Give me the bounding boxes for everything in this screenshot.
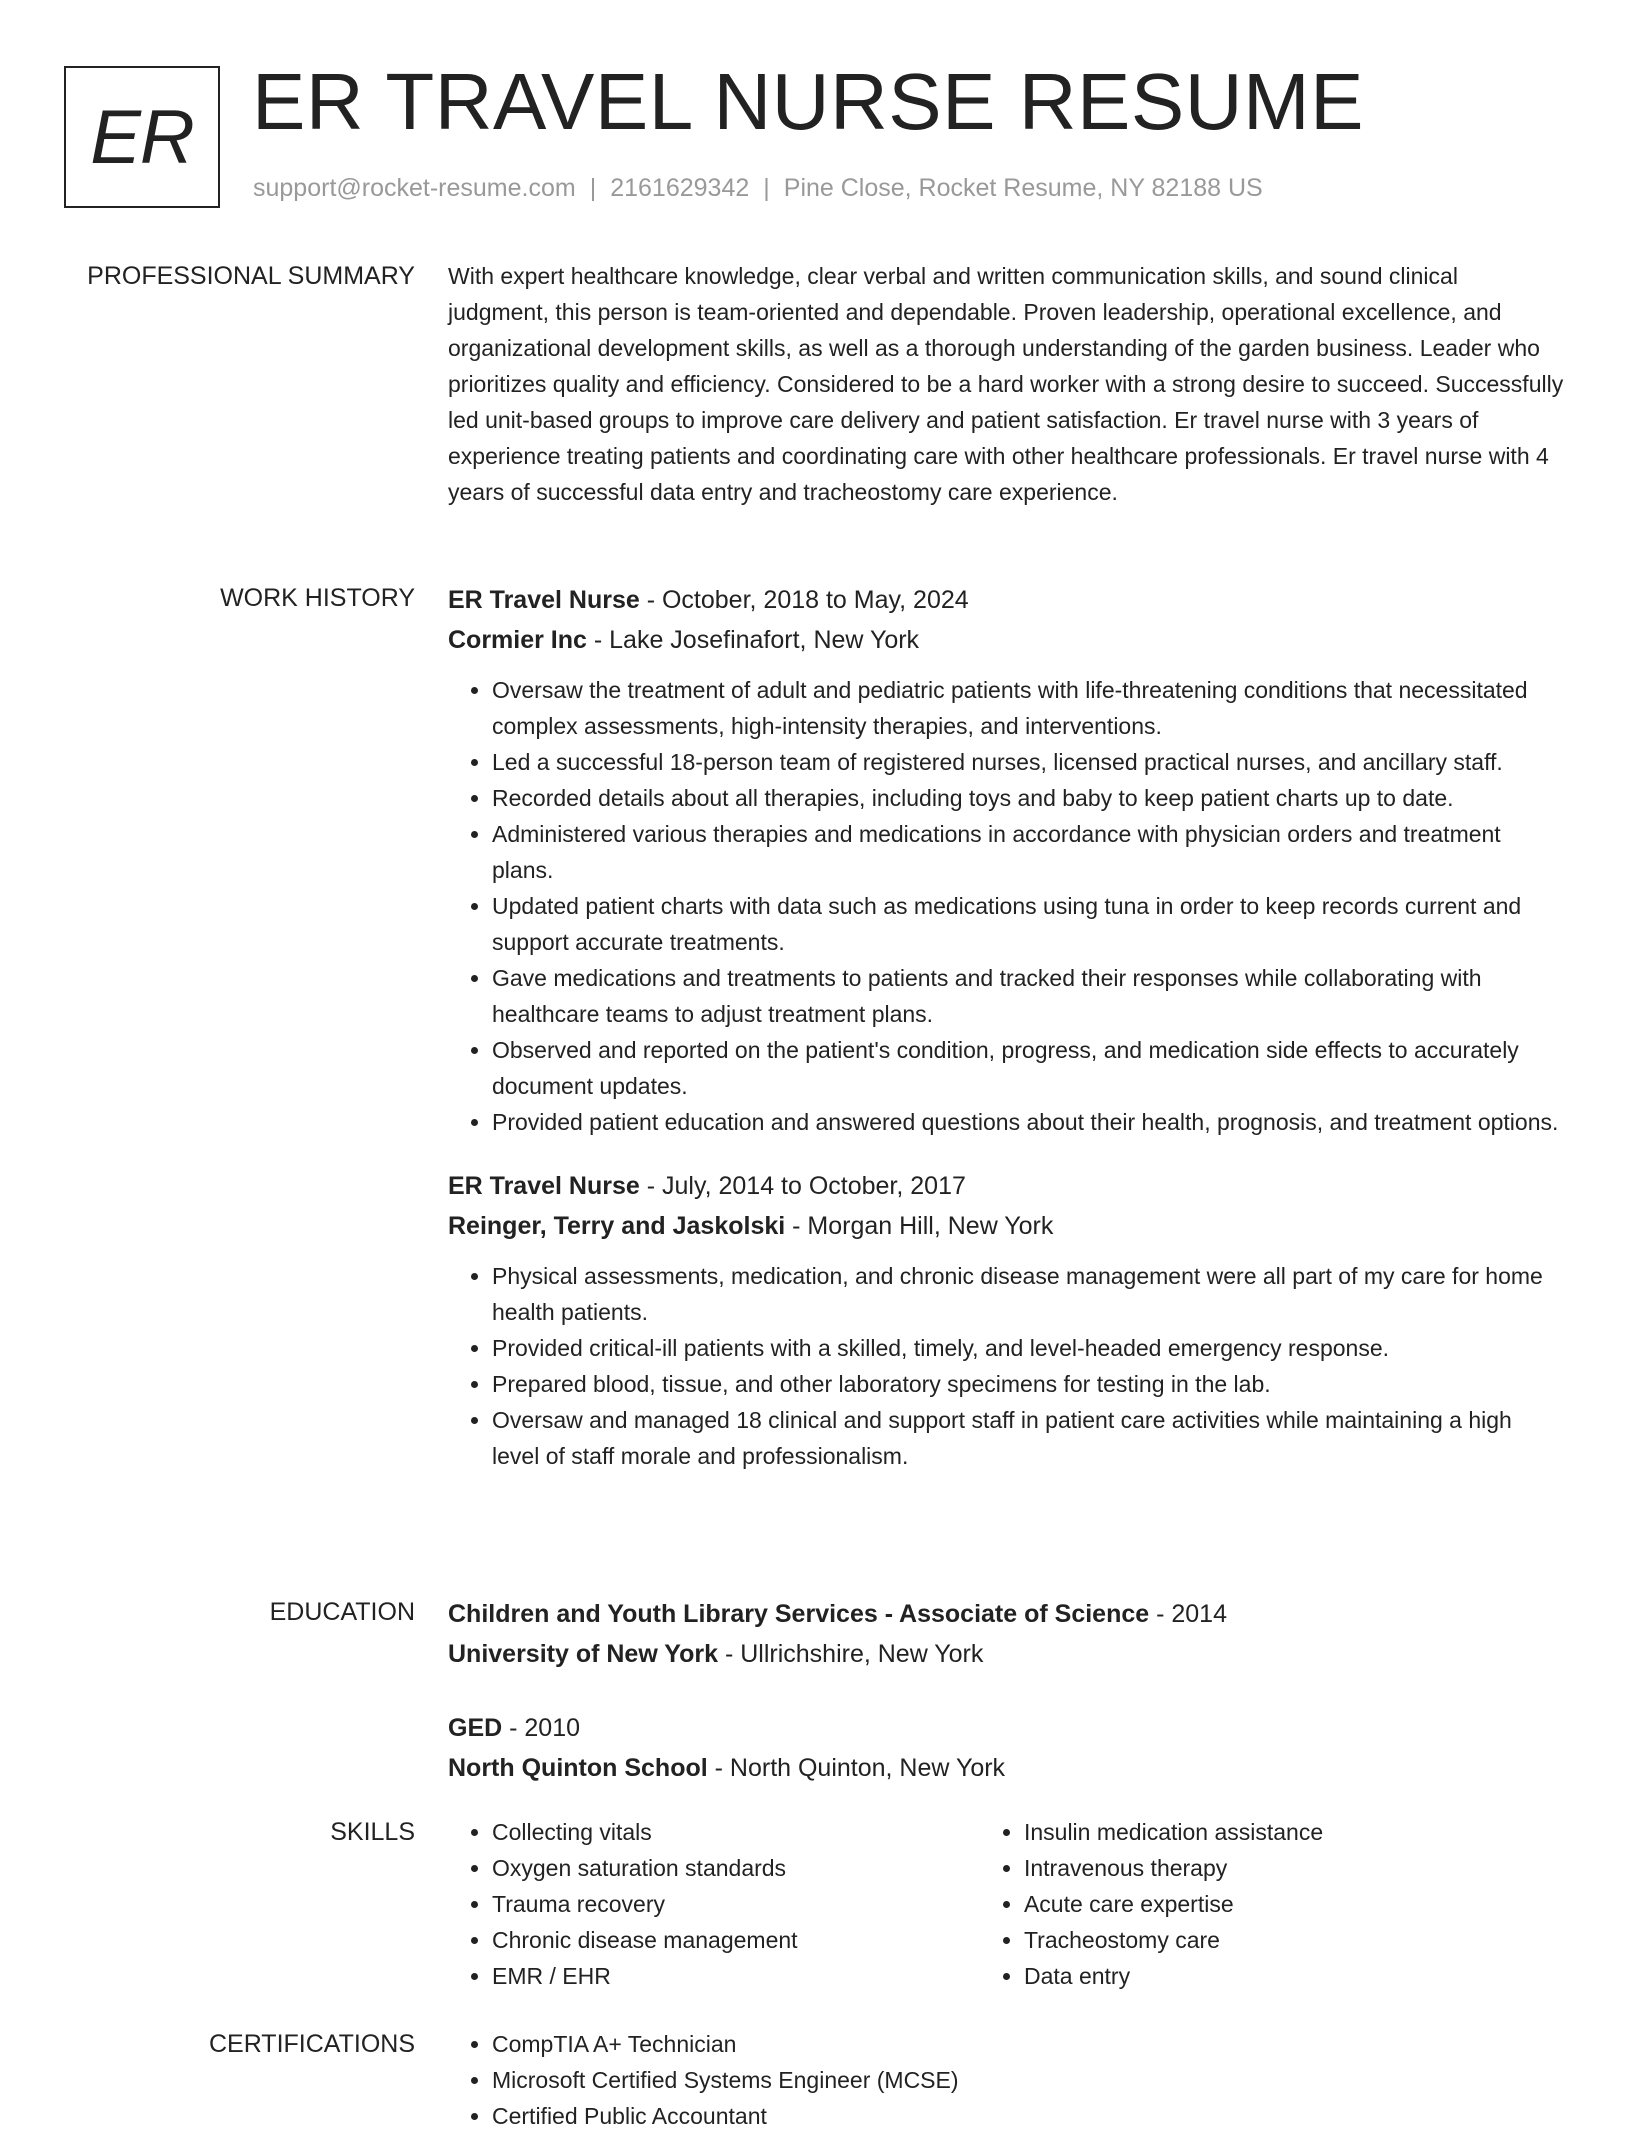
list-item: • Physical assessments, medication, and chronic disease management were all part of my care for home health patients. <box>492 1258 1564 1330</box>
list-item: • Collecting vitals <box>492 1814 980 1850</box>
page-title: ER TRAVEL NURSE RESUME <box>252 57 1364 146</box>
list-item: • Intravenous therapy <box>1024 1850 1564 1886</box>
education-school-line <box>448 1634 1564 1674</box>
job-entry <box>448 1166 1564 1474</box>
job-company-line <box>448 620 1564 660</box>
list-item: • EMR / EHR <box>492 1958 980 1994</box>
section-body <box>448 258 1564 510</box>
job-location: - Lake Josefinafort, New York <box>586 626 920 654</box>
section-body <box>448 2026 1564 2134</box>
education-school-line <box>448 1748 1564 1788</box>
education-school: North Quinton School <box>448 1754 708 1782</box>
section-heading: PROFESSIONAL SUMMARY <box>87 262 415 290</box>
skills-list-left <box>448 1814 980 1994</box>
list-item: • Provided critical-ill patients with a skilled, timely, and level-headed emergency response. <box>492 1330 1564 1366</box>
contact-separator: | <box>763 174 770 202</box>
job-dates: - October, 2018 to May, 2024 <box>639 586 969 614</box>
job-title-line <box>448 580 1564 620</box>
job-entry <box>448 580 1564 1140</box>
section-heading: SKILLS <box>330 1818 415 1846</box>
contact-email[interactable]: support@rocket-resume.com <box>253 174 576 202</box>
skills-list-right <box>980 1814 1564 1994</box>
skills-columns <box>448 1814 1564 1994</box>
section-heading: CERTIFICATIONS <box>208 2030 415 2058</box>
education-degree: Children and Youth Library Services - Associate of Science <box>448 1600 1150 1628</box>
job-title: ER Travel Nurse <box>448 1172 640 1200</box>
job-company: Reinger, Terry and Jaskolski <box>448 1212 786 1240</box>
education-degree-line <box>448 1708 1564 1748</box>
list-item: • Oversaw the treatment of adult and pediatric patients with life-threatening conditions that necessitated complex assessments, high-intensity therapies, and interventions. <box>492 672 1564 744</box>
job-title-line <box>448 1166 1564 1206</box>
education-entry <box>448 1708 1564 1788</box>
section-heading: WORK HISTORY <box>220 584 415 612</box>
list-item: • Led a successful 18-person team of registered nurses, licensed practical nurses, and ancillary staff. <box>492 744 1564 780</box>
list-item: • Oxygen saturation standards <box>492 1850 980 1886</box>
job-dates: - July, 2014 to October, 2017 <box>639 1172 966 1200</box>
list-item: • Data entry <box>1024 1958 1564 1994</box>
section-body <box>448 1814 1564 1994</box>
list-item: • Microsoft Certified Systems Engineer (MCSE) <box>492 2062 1564 2098</box>
job-bullets <box>448 1258 1564 1474</box>
list-item: • Updated patient charts with data such as medications using tuna in order to keep records current and support accurate treatments. <box>492 888 1564 960</box>
job-title: ER Travel Nurse <box>448 586 640 614</box>
education-location: - Ullrichshire, New York <box>718 1640 984 1668</box>
section-body <box>448 1594 1564 1822</box>
list-item: • Provided patient education and answered questions about their health, prognosis, and treatment options. <box>492 1104 1564 1140</box>
list-item: • Insulin medication assistance <box>1024 1814 1564 1850</box>
list-item: • Oversaw and managed 18 clinical and support staff in patient care activities while maintaining a high level of staff morale and professionalism. <box>492 1402 1564 1474</box>
contact-line <box>253 174 1263 203</box>
section-heading: EDUCATION <box>269 1598 415 1626</box>
job-company-line <box>448 1206 1564 1246</box>
list-item: • Tracheostomy care <box>1024 1922 1564 1958</box>
list-item: • Trauma recovery <box>492 1886 980 1922</box>
education-school: University of New York <box>448 1640 718 1668</box>
list-item: • Recorded details about all therapies, including toys and baby to keep patient charts up to date. <box>492 780 1564 816</box>
monogram-logo: ER <box>64 66 220 208</box>
contact-phone[interactable]: 2161629342 <box>610 174 750 202</box>
list-item: • CompTIA A+ Technician <box>492 2026 1564 2062</box>
education-year: - 2010 <box>502 1714 581 1742</box>
list-item: • Administered various therapies and medications in accordance with physician orders and treatment plans. <box>492 816 1564 888</box>
contact-address: Pine Close, Rocket Resume, NY 82188 US <box>783 174 1263 202</box>
job-location: - Morgan Hill, New York <box>785 1212 1054 1240</box>
list-item: • Gave medications and treatments to patients and tracked their responses while collaborating with healthcare teams to adjust treatment plans. <box>492 960 1564 1032</box>
education-entry <box>448 1594 1564 1674</box>
list-item: • Acute care expertise <box>1024 1886 1564 1922</box>
section-body <box>448 580 1564 1500</box>
education-year: - 2014 <box>1149 1600 1227 1628</box>
job-company: Cormier Inc <box>448 626 587 654</box>
list-item: • Certified Public Accountant <box>492 2098 1564 2134</box>
certifications-list <box>448 2026 1564 2134</box>
list-item: • Prepared blood, tissue, and other laboratory specimens for testing in the lab. <box>492 1366 1564 1402</box>
education-degree: GED <box>448 1714 503 1742</box>
list-item: • Observed and reported on the patient's condition, progress, and medication side effects to accurately document updates. <box>492 1032 1564 1104</box>
education-degree-line <box>448 1594 1564 1634</box>
summary-text: With expert healthcare knowledge, clear verbal and written communication skills, and sound clinical judgment, this person is team-oriented and dependable. Proven leadership, operational excellence, and organizational development skills, as well as a thorough understanding of the garden business. Leader who prioritizes quality and efficiency. Considered to be a hard worker with a strong desire to succeed. Successfully led unit-based groups to improve care delivery and patient satisfaction. Er travel nurse with 3 years of experience treating patients and coordinating care with other healthcare professionals. Er travel nurse with 4 years of successful data entry and tracheostomy care experience. <box>448 263 1564 505</box>
education-location: - North Quinton, New York <box>707 1754 1006 1782</box>
job-bullets <box>448 672 1564 1140</box>
contact-separator: | <box>589 174 597 202</box>
list-item: • Chronic disease management <box>492 1922 980 1958</box>
